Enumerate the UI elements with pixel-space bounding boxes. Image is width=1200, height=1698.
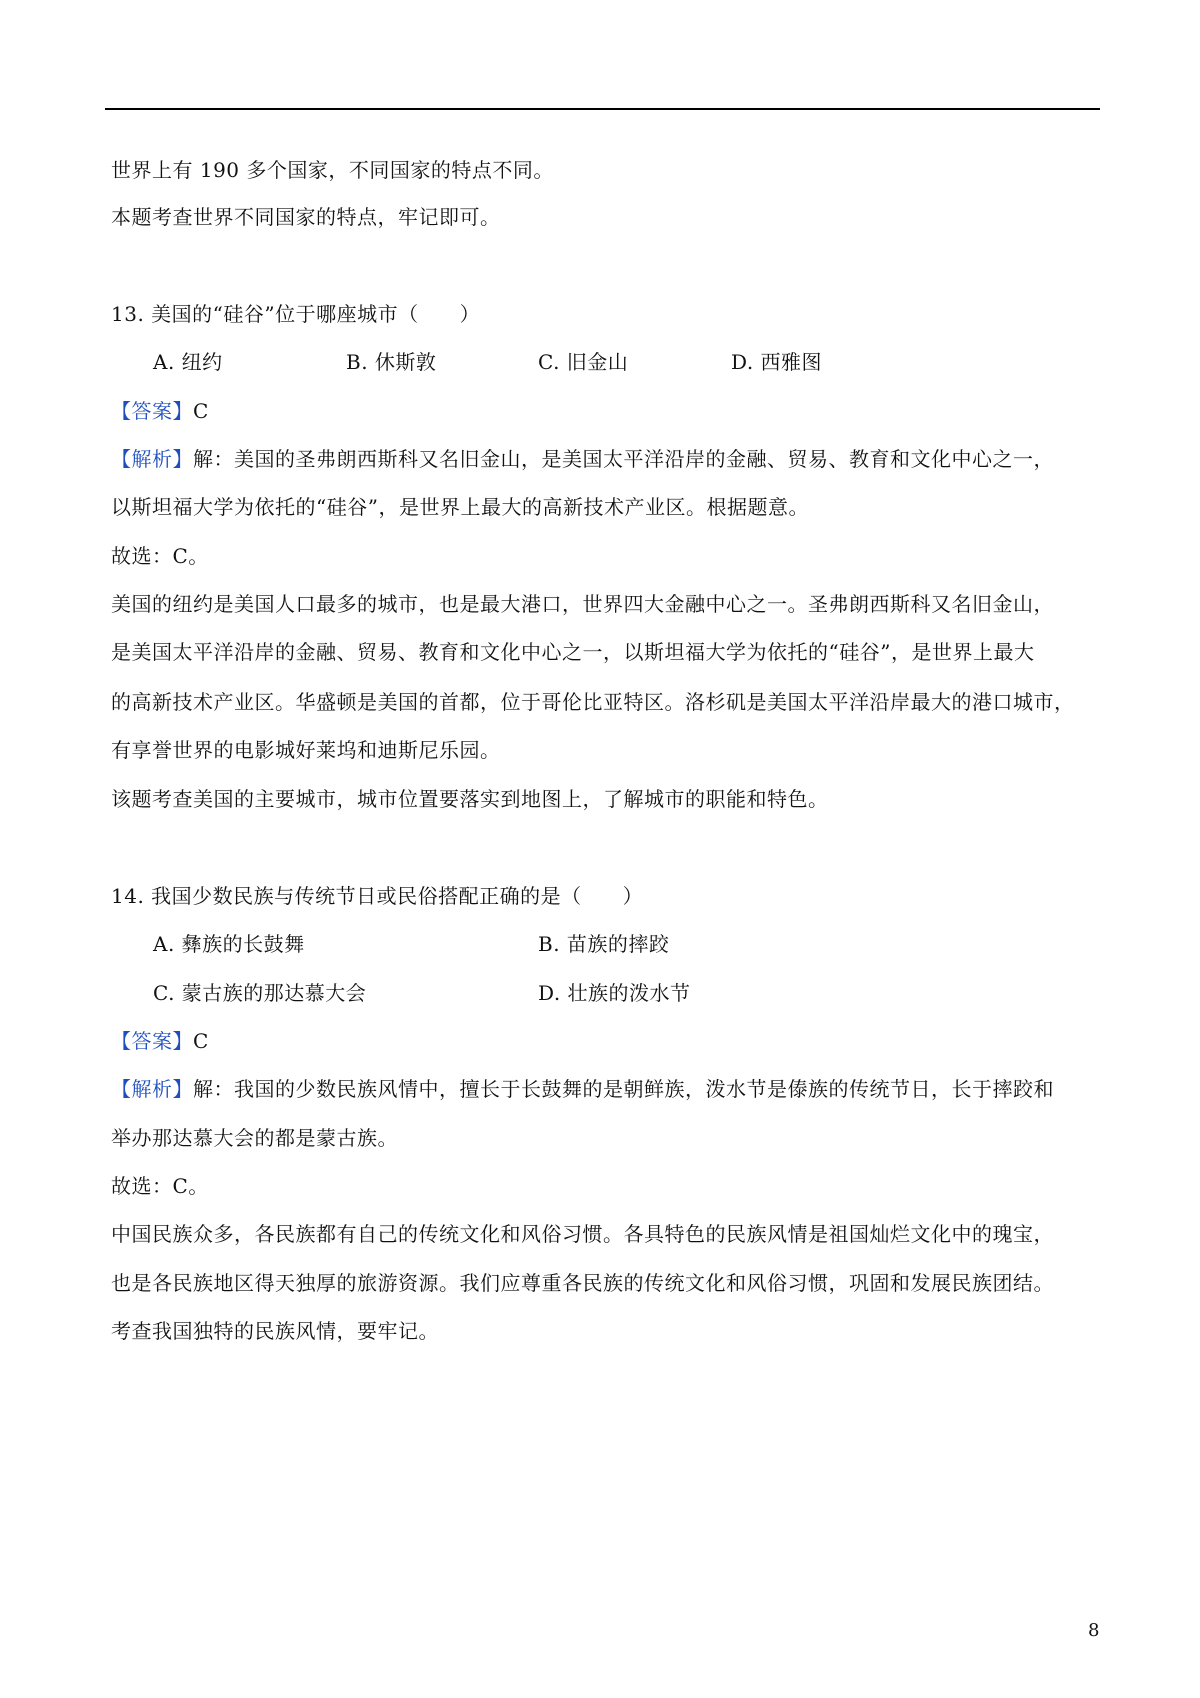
q13-option-d: D. 西雅图 <box>731 350 823 374</box>
q13-analysis <box>111 447 1054 471</box>
q13-option-c: C. 旧金山 <box>538 350 629 374</box>
q13-choice: 故选：C。 <box>111 544 209 568</box>
q14-analysis <box>111 1077 1054 1101</box>
header-rule <box>105 108 1100 110</box>
analysis-text: 解：美国的圣弗朗西斯科又名旧金山，是美国太平洋沿岸的金融、贸易、教育和文化中心之一， <box>193 447 1054 471</box>
q14-option-a: A. 彝族的长鼓舞 <box>153 932 305 956</box>
q14-explanation-line: 中国民族众多，各民族都有自己的传统文化和风俗习惯。各具特色的民族风情是祖国灿烂文化中的瑰宝， <box>111 1222 1054 1246</box>
q14-option-c: C. 蒙古族的那达慕大会 <box>153 981 367 1005</box>
question-14: 14. 我国少数民族与传统节日或民俗搭配正确的是（ ） <box>111 884 644 908</box>
q13-analysis-line: 以斯坦福大学为依托的“硅谷”，是世界上最大的高新技术产业区。根据题意。 <box>111 495 809 519</box>
answer-value: C <box>193 1029 209 1053</box>
q14-explanation-line: 也是各民族地区得天独厚的旅游资源。我们应尊重各民族的传统文化和风俗习惯，巩固和发展民族团结。 <box>111 1271 1054 1295</box>
q13-explanation-line: 该题考查美国的主要城市，城市位置要落实到地图上，了解城市的职能和特色。 <box>111 787 829 811</box>
analysis-text: 解：我国的少数民族风情中，擅长于长鼓舞的是朝鲜族，泼水节是傣族的传统节日，长于摔跤和 <box>193 1077 1054 1101</box>
analysis-tag: 【解析】 <box>111 447 193 471</box>
q14-analysis-line: 举办那达慕大会的都是蒙古族。 <box>111 1126 398 1150</box>
q13-answer <box>111 399 209 423</box>
answer-value: C <box>193 399 209 423</box>
intro-line: 本题考查世界不同国家的特点，牢记即可。 <box>111 205 501 229</box>
analysis-tag: 【解析】 <box>111 1077 193 1101</box>
intro-line: 世界上有 190 多个国家，不同国家的特点不同。 <box>111 158 554 182</box>
q13-option-a: A. 纽约 <box>153 350 223 374</box>
q13-explanation-line: 美国的纽约是美国人口最多的城市，也是最大港口，世界四大金融中心之一。圣弗朗西斯科又名旧金山， <box>111 592 1054 616</box>
page-number: 8 <box>1088 1620 1100 1641</box>
q13-option-b: B. 休斯敦 <box>346 350 437 374</box>
q13-explanation-line: 的高新技术产业区。华盛顿是美国的首都，位于哥伦比亚特区。洛杉矶是美国太平洋沿岸最大的港口城市， <box>111 690 1075 714</box>
q14-choice: 故选：C。 <box>111 1174 209 1198</box>
q14-explanation-line: 考查我国独特的民族风情，要牢记。 <box>111 1319 439 1343</box>
q14-option-b: B. 苗族的摔跤 <box>538 932 670 956</box>
q13-explanation-line: 有享誉世界的电影城好莱坞和迪斯尼乐园。 <box>111 738 501 762</box>
answer-tag: 【答案】 <box>111 1029 193 1053</box>
question-13: 13. 美国的“硅谷”位于哪座城市（ ） <box>111 302 481 326</box>
q13-explanation-line: 是美国太平洋沿岸的金融、贸易、教育和文化中心之一，以斯坦福大学为依托的“硅谷”，是世界上最大 <box>111 640 1035 664</box>
answer-tag: 【答案】 <box>111 399 193 423</box>
q14-option-d: D. 壮族的泼水节 <box>538 981 691 1005</box>
q14-answer <box>111 1029 209 1053</box>
